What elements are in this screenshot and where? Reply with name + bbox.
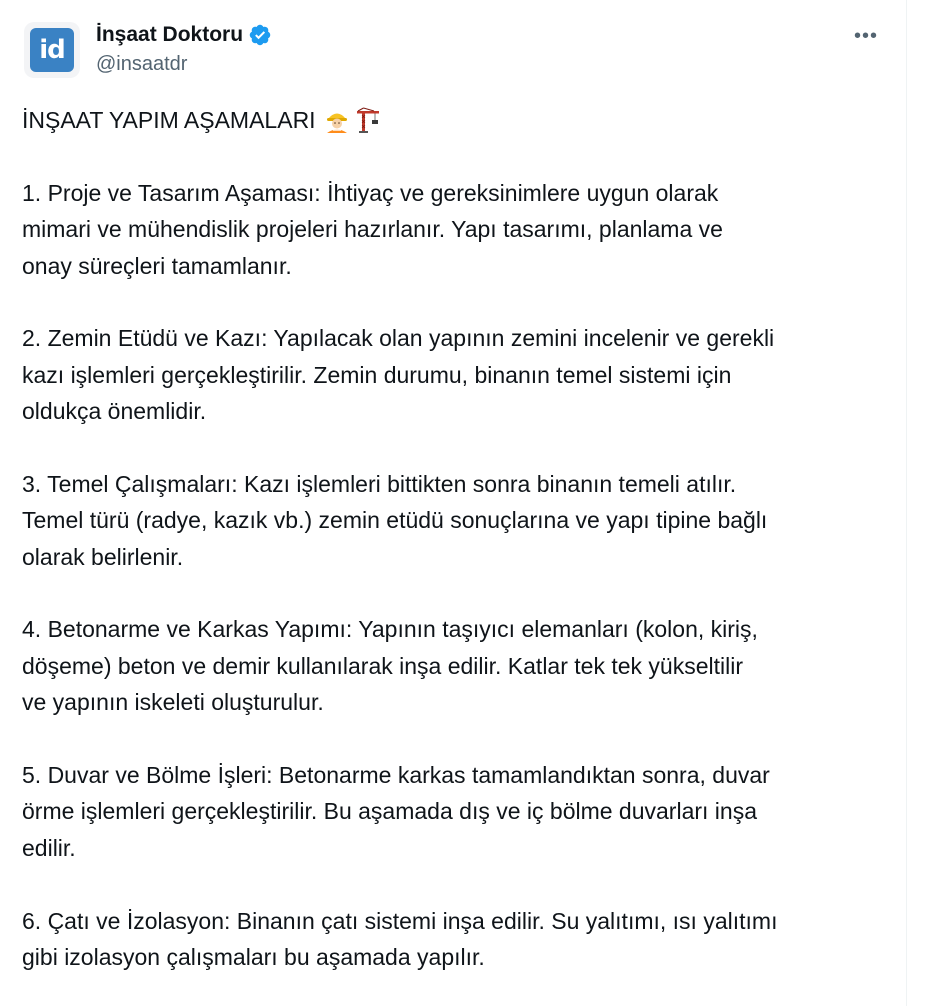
text-line: mimari ve mühendislik projeleri hazırlanır. Yapı tasarımı, planlama ve bbox=[22, 216, 723, 243]
step-1 bbox=[22, 175, 892, 284]
text-line: edilir. bbox=[22, 834, 76, 861]
display-name[interactable]: İnşaat Doktoru bbox=[96, 23, 244, 46]
text-line: ve yapının iskeleti oluşturulur. bbox=[22, 689, 324, 716]
timeline-border bbox=[906, 0, 907, 1006]
text-line: Temel türü (radye, kazık vb.) zemin etüdü sonuçlarına ve yapı tipine bağlı bbox=[22, 507, 768, 534]
avatar[interactable] bbox=[24, 22, 80, 78]
step-6 bbox=[22, 903, 892, 976]
text-line: onay süreçleri tamamlanır. bbox=[22, 252, 292, 279]
author-names bbox=[96, 21, 272, 76]
text-line: 2. Zemin Etüdü ve Kazı: Yapılacak olan yapının zemini incelenir ve gerekli bbox=[22, 325, 775, 352]
tweet-header bbox=[0, 0, 906, 90]
text-line: gibi izolasyon çalışmaları bu aşamada yapılır. bbox=[22, 943, 485, 970]
construction-worker-emoji-icon bbox=[324, 107, 350, 133]
step-5 bbox=[22, 757, 892, 866]
step-3 bbox=[22, 466, 892, 575]
text-line: 5. Duvar ve Bölme İşleri: Betonarme karkas tamamlandıktan sonra, duvar bbox=[22, 762, 770, 789]
text-line: olarak belirlenir. bbox=[22, 543, 184, 570]
tweet-title-line bbox=[22, 102, 892, 138]
display-name-row bbox=[96, 21, 272, 49]
avatar-logo: id bbox=[30, 28, 74, 72]
text-line: 6. Çatı ve İzolasyon: Binanın çatı sistemi inşa edilir. Su yalıtımı, ısı yalıtımı bbox=[22, 907, 778, 934]
author-handle[interactable]: @insaatdr bbox=[96, 53, 188, 75]
step-2 bbox=[22, 320, 892, 429]
more-options-icon[interactable]: ••• bbox=[853, 24, 878, 47]
verified-badge-icon[interactable] bbox=[248, 23, 272, 47]
tweet-title: İNŞAAT YAPIM AŞAMALARI bbox=[22, 107, 316, 133]
tweet-text bbox=[22, 102, 892, 975]
step-4 bbox=[22, 611, 892, 720]
text-line: örme işlemleri gerçekleştirilir. Bu aşamada dış ve iç bölme duvarları inşa bbox=[22, 798, 758, 825]
text-line: kazı işlemleri gerçekleştirilir. Zemin durumu, binanın temel sistemi için bbox=[22, 361, 732, 388]
text-line: döşeme) beton ve demir kullanılarak inşa edilir. Katlar tek tek yükseltilir bbox=[22, 652, 743, 679]
text-line: oldukça önemlidir. bbox=[22, 398, 207, 425]
text-line: 4. Betonarme ve Karkas Yapımı: Yapının taşıyıcı elemanları (kolon, kiriş, bbox=[22, 616, 758, 643]
text-line: 3. Temel Çalışmaları: Kazı işlemleri bittikten sonra binanın temeli atılır. bbox=[22, 470, 737, 497]
crane-emoji-icon bbox=[354, 107, 380, 133]
text-line: 1. Proje ve Tasarım Aşaması: İhtiyaç ve gereksinimlere uygun olarak bbox=[22, 179, 719, 206]
